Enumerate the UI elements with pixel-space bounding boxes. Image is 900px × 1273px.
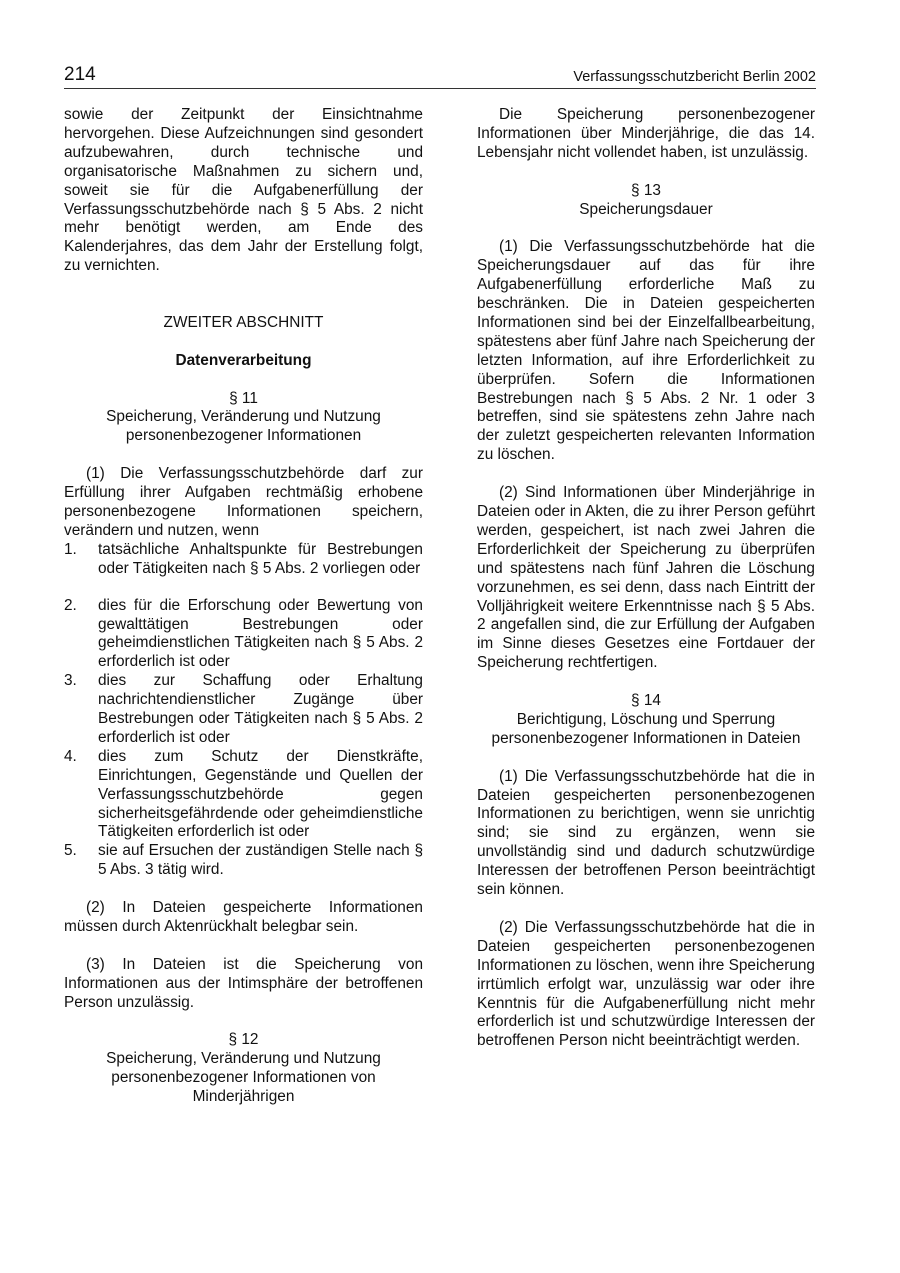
- list-item-number: 3.: [64, 672, 77, 690]
- right-column: [477, 106, 815, 1051]
- s14-paragraph-2: (2) Die Verfassungsschutzbehörde hat die in Dateien gespeicherten personenbezogenen Informationen zu löschen, wenn ihre Speicherung irrtümlich erfolgt war, unzulässig war oder ihre Kenntnis für die Aufgabenerfüllung nicht mehr erforderlich ist und schutzwürdige Interessen der betroffenen Person nicht beeinträchtigt werden.: [477, 918, 815, 1050]
- s13-number: § 13: [631, 181, 661, 199]
- s11-paragraph-2: (2) In Dateien gespeicherte Informationen müssen durch Aktenrückhalt belegbar sein.: [64, 899, 423, 935]
- s14-title-line-1: Berichtigung, Löschung und Sperrung: [516, 710, 776, 728]
- list-item-number: 5.: [64, 842, 77, 860]
- list-item: [64, 748, 423, 843]
- s14-number: § 14: [631, 692, 661, 710]
- s11-title-line-1: Speicherung, Veränderung und Nutzung: [106, 408, 381, 426]
- s11-number: § 11: [229, 389, 258, 407]
- s11-title-line-2: personenbezogener Informationen: [125, 427, 362, 445]
- list-item: [64, 842, 423, 880]
- section-heading: ZWEITER ABSCHNITT: [163, 313, 324, 331]
- list-item-text: dies zum Schutz der Dienstkräfte, Einrichtungen, Gegenstände und Quellen der Verfassungsschutzbehörde gegen sicherheitsgefährdende oder geheimdienstliche Tätigkeiten erforderlich ist oder: [98, 747, 423, 841]
- list-item-text: dies für die Erforschung oder Bewertung von gewalttätigen Bestrebungen oder geheimdienstlichen Tätigkeiten nach § 5 Abs. 2 erforderlich ist oder: [98, 596, 423, 671]
- continuation-paragraph: sowie der Zeitpunkt der Einsichtnahme hervorgehen. Diese Aufzeichnungen sind gesondert aufzubewahren, durch technische und organisatorische Maßnahmen zu sichern und, soweit sie für die Aufgabenerfüllung der Verfassungsschutzbehörde nach § 5 Abs. 2 nicht mehr benötigt werden, am Ende des Kalenderjahres, das dem Jahr der Erstellung folgt, zu vernichten.: [64, 106, 423, 275]
- list-item-number: 2.: [64, 596, 77, 614]
- s13-paragraph-1: (1) Die Verfassungsschutzbehörde hat die Speicherungsdauer auf das für ihre Aufgabenerfüllung erforderliche Maß zu beschränken. Die in Dateien gespeicherten Informationen sind bei der Einzelfallbearbeitung, spätestens aber fünf Jahre nach Speicherung der letzten Information, auf ihre Erforderlichkeit zu überprüfen. Sofern die Informationen Bestrebungen nach § 5 Abs. 2 Nr. 1 oder 3 betreffen, sind sie spätestens zehn Jahre nach der zuletzt gespeicherten relevanten Information zu löschen.: [477, 238, 815, 464]
- s13-title: Speicherungsdauer: [579, 200, 713, 218]
- list-item: [64, 672, 423, 748]
- s12-paragraph: Die Speicherung personenbezogener Informationen über Minderjährige, die das 14. Lebensjahr nicht vollendet haben, ist unzulässig.: [477, 106, 815, 161]
- list-item: [64, 541, 423, 579]
- list-item-text: tatsächliche Anhaltspunkte für Bestrebungen oder Tätigkeiten nach § 5 Abs. 2 vorliegen oder: [98, 540, 423, 577]
- running-title: Verfassungsschutzbericht Berlin 2002: [573, 69, 816, 85]
- s11-paragraph-3: (3) In Dateien ist die Speicherung von Informationen aus der Intimsphäre der betroffenen Person unzulässig.: [64, 955, 423, 1011]
- list-item-text: dies zur Schaffung oder Erhaltung nachrichtendienstlicher Zugänge über Bestrebungen oder Tätigkeiten nach § 5 Abs. 2 erforderlich ist oder: [98, 672, 423, 746]
- list-item-number: 1.: [64, 540, 77, 558]
- section-subheading: Datenverarbeitung: [175, 351, 312, 369]
- s12-title-line-1: Speicherung, Veränderung und Nutzung: [106, 1050, 381, 1068]
- page-number: 214: [64, 64, 96, 85]
- s12-title-line-2: personenbezogener Informationen von: [111, 1069, 376, 1087]
- list-item: [64, 597, 423, 673]
- s12-number: § 12: [228, 1031, 259, 1049]
- s13-paragraph-2: (2) Sind Informationen über Minderjährige in Dateien oder in Akten, die zu ihrer Person geführt werden, gespeichert, ist nach zwei Jahren die Erforderlichkeit der Speicherung zu überprüfen und spätestens nach fünf Jahren die Löschung vorzunehmen, es sei denn, dass nach Eintritt der Volljährigkeit weitere Erkenntnisse nach § 5 Abs. 2 angefallen sind, die zur Erfüllung der Aufgaben im Sinne dieses Gesetzes eine Fortdauer der Speicherung rechtfertigen.: [477, 484, 815, 672]
- list-item-text: sie auf Ersuchen der zuständigen Stelle nach § 5 Abs. 3 tätig wird.: [98, 842, 423, 879]
- s11-item-list: [64, 541, 423, 880]
- s11-paragraph-1: (1) Die Verfassungsschutzbehörde darf zur Erfüllung ihrer Aufgaben rechtmäßig erhobene personenbezogene Informationen speichern, verändern und nutzen, wenn: [64, 465, 423, 539]
- s14-title-line-2: personenbezogener Informationen in Dateien: [491, 729, 801, 747]
- s14-paragraph-1: (1) Die Verfassungsschutzbehörde hat die in Dateien gespeicherten personenbezogenen Informationen zu berichtigen, wenn sie unrichtig sind; sie sind zu ergänzen, wenn sie unvollständig sind und dadurch schutzwürdige Interessen der betroffenen Person beeinträchtigt sein können.: [477, 767, 815, 899]
- left-column: [64, 106, 423, 1107]
- header-rule: [64, 88, 816, 89]
- s12-title-line-3: Minderjährigen: [192, 1088, 295, 1106]
- list-item-number: 4.: [64, 747, 77, 765]
